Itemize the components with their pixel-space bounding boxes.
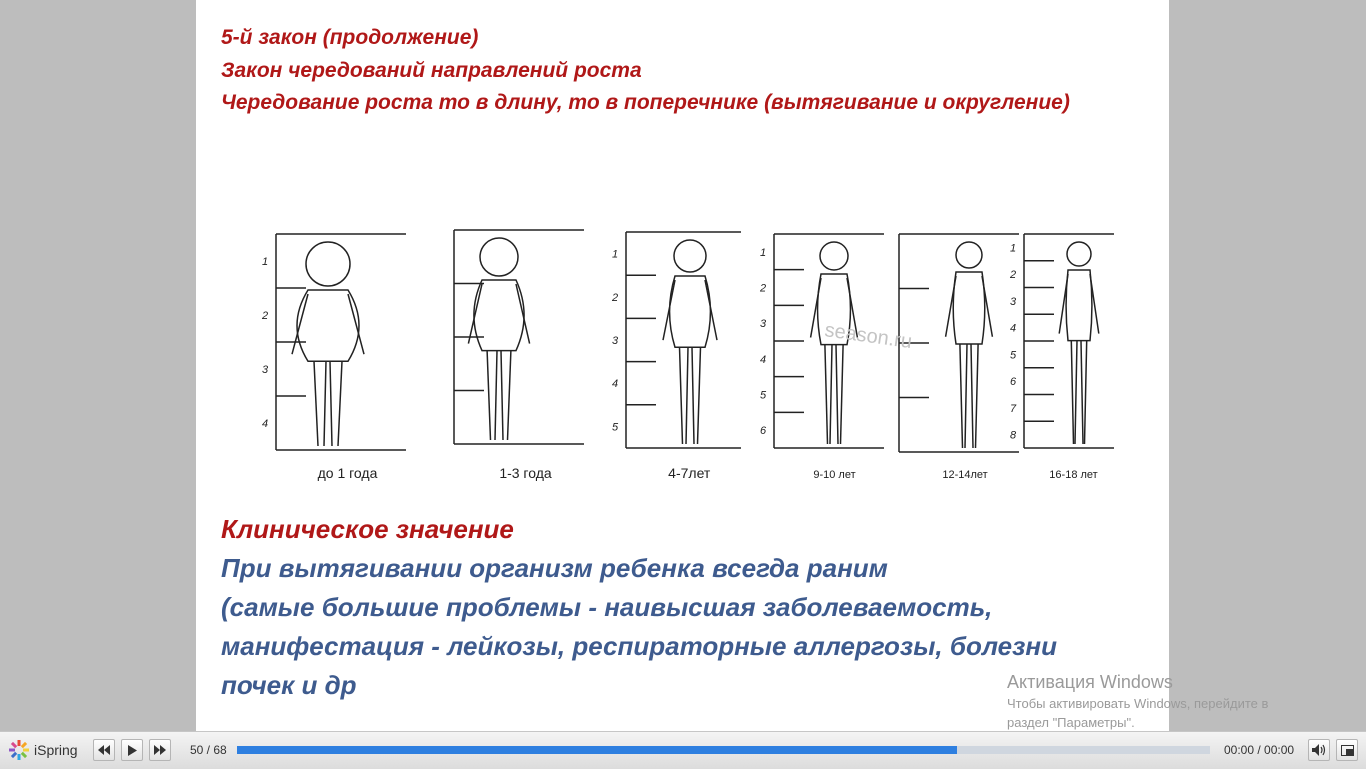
leg-outline bbox=[841, 345, 844, 444]
scale-label: 8 bbox=[1010, 429, 1017, 442]
clinical-title: Клиническое значение bbox=[221, 514, 514, 544]
scale-label: 2 bbox=[1010, 269, 1017, 282]
heading-line: 5-й закон (продолжение) bbox=[221, 26, 479, 49]
leg-outline bbox=[508, 351, 511, 440]
leg-outline bbox=[965, 344, 967, 448]
scale-label: 3 bbox=[1010, 295, 1017, 308]
leg-outline bbox=[330, 361, 332, 446]
age-caption: 9-10 лет bbox=[813, 469, 856, 481]
torso-outline bbox=[670, 276, 711, 347]
leg-outline bbox=[971, 344, 973, 448]
exit-fullscreen-button[interactable] bbox=[1336, 739, 1358, 761]
scale-label: 1 bbox=[262, 256, 269, 268]
growth-stage-figure bbox=[626, 232, 741, 448]
leg-outline bbox=[1071, 341, 1073, 444]
leg-outline bbox=[976, 344, 979, 448]
activation-line: раздел "Параметры". bbox=[1007, 715, 1135, 730]
leg-outline bbox=[1081, 341, 1083, 444]
scale-label: 2 bbox=[262, 310, 269, 322]
scale-label: 6 bbox=[760, 425, 767, 438]
leg-outline bbox=[314, 361, 318, 446]
season-watermark: season.ru bbox=[823, 319, 914, 354]
leg-outline bbox=[680, 347, 683, 444]
clinical-line: При вытягивании организм ребенка всегда раним bbox=[221, 553, 888, 583]
head-outline bbox=[820, 242, 848, 270]
leg-outline bbox=[836, 345, 838, 444]
head-outline bbox=[480, 238, 518, 276]
leg-outline bbox=[1075, 341, 1077, 444]
scale-label: 1 bbox=[1010, 242, 1017, 255]
scale-label: 2 bbox=[612, 291, 619, 304]
windows-activation-watermark bbox=[1007, 670, 1268, 732]
activation-title: Активация Windows bbox=[1007, 672, 1173, 692]
scale-label: 2 bbox=[760, 282, 767, 295]
leg-outline bbox=[495, 351, 497, 440]
scale-label: 5 bbox=[760, 389, 767, 402]
scale-label: 3 bbox=[262, 364, 269, 376]
head-outline bbox=[1067, 242, 1091, 266]
previous-icon bbox=[98, 745, 110, 755]
leg-outline bbox=[501, 351, 503, 440]
scale-label: 6 bbox=[1010, 376, 1017, 389]
leg-outline bbox=[698, 347, 701, 444]
scale-label: 1 bbox=[612, 248, 619, 261]
torso-outline bbox=[953, 272, 985, 344]
scale-label: 5 bbox=[612, 421, 619, 434]
scale-label: 4 bbox=[1010, 322, 1017, 335]
scale-label: 4 bbox=[760, 353, 767, 366]
scale-label: 7 bbox=[1010, 402, 1017, 415]
activation-line: Чтобы активировать Windows, перейдите в bbox=[1007, 696, 1269, 711]
leg-outline bbox=[960, 344, 963, 448]
arm-outline bbox=[468, 284, 482, 344]
age-caption: 4-7лет bbox=[668, 465, 711, 481]
play-button[interactable] bbox=[121, 739, 143, 761]
head-outline bbox=[956, 242, 982, 268]
growth-stage-figure bbox=[1024, 234, 1114, 448]
ispring-logo[interactable] bbox=[8, 740, 78, 760]
clinical-line: (самые большие проблемы - наивысшая заболеваемость, bbox=[221, 592, 993, 622]
exit-fullscreen-icon bbox=[1341, 745, 1354, 756]
leg-outline bbox=[830, 345, 832, 444]
scale-label: 4 bbox=[612, 378, 619, 391]
age-caption: 12-14лет bbox=[942, 469, 988, 481]
growth-stage-figure bbox=[276, 234, 406, 450]
age-caption: до 1 года bbox=[317, 465, 378, 481]
age-caption: 16-18 лет bbox=[1049, 469, 1098, 481]
arm-outline bbox=[663, 280, 675, 340]
leg-outline bbox=[338, 361, 342, 446]
heading-line: Чередование роста то в длину, то в поперечнике (вытягивание и округление) bbox=[221, 91, 1070, 114]
head-outline bbox=[306, 242, 350, 286]
leg-outline bbox=[1085, 341, 1087, 444]
leg-outline bbox=[692, 347, 694, 444]
player-bar bbox=[0, 731, 1366, 769]
progress-bar[interactable] bbox=[237, 746, 1210, 754]
leg-outline bbox=[686, 347, 688, 444]
volume-icon bbox=[1312, 744, 1326, 756]
leg-outline bbox=[324, 361, 326, 446]
arm-outline bbox=[811, 278, 821, 338]
arm-outline bbox=[705, 280, 717, 340]
next-icon bbox=[154, 745, 166, 755]
leg-outline bbox=[825, 345, 828, 444]
growth-stages-figure bbox=[244, 222, 1124, 490]
scale-label: 3 bbox=[612, 335, 619, 347]
time-display: 00:00 / 00:00 bbox=[1224, 743, 1295, 757]
growth-stage-figure bbox=[899, 234, 1019, 452]
progress-fill bbox=[237, 746, 957, 754]
clinical-line: манифестация - лейкозы, респираторные аллергозы, болезни bbox=[221, 631, 1057, 661]
age-caption: 1-3 года bbox=[499, 465, 552, 481]
previous-slide-button[interactable] bbox=[93, 739, 115, 761]
scale-label: 4 bbox=[262, 418, 269, 430]
clinical-line: почек и др bbox=[221, 670, 357, 700]
torso-outline bbox=[1066, 270, 1092, 341]
volume-button[interactable] bbox=[1308, 739, 1330, 761]
scale-label: 3 bbox=[760, 318, 767, 331]
next-slide-button[interactable] bbox=[149, 739, 171, 761]
scale-label: 1 bbox=[760, 246, 767, 259]
heading-line: Закон чередований направлений роста bbox=[221, 58, 642, 82]
ispring-logo-icon bbox=[8, 739, 30, 761]
torso-outline bbox=[474, 280, 524, 351]
head-outline bbox=[674, 240, 706, 272]
slide bbox=[196, 0, 1169, 731]
scale-label: 5 bbox=[1010, 349, 1017, 362]
play-icon bbox=[127, 745, 137, 756]
slide-heading bbox=[221, 22, 1081, 120]
brand-name: iSpring bbox=[34, 742, 78, 758]
slide-counter: 50 / 68 bbox=[190, 743, 227, 757]
growth-stage-figure bbox=[454, 230, 584, 444]
leg-outline bbox=[487, 351, 490, 440]
arm-outline bbox=[516, 284, 530, 344]
